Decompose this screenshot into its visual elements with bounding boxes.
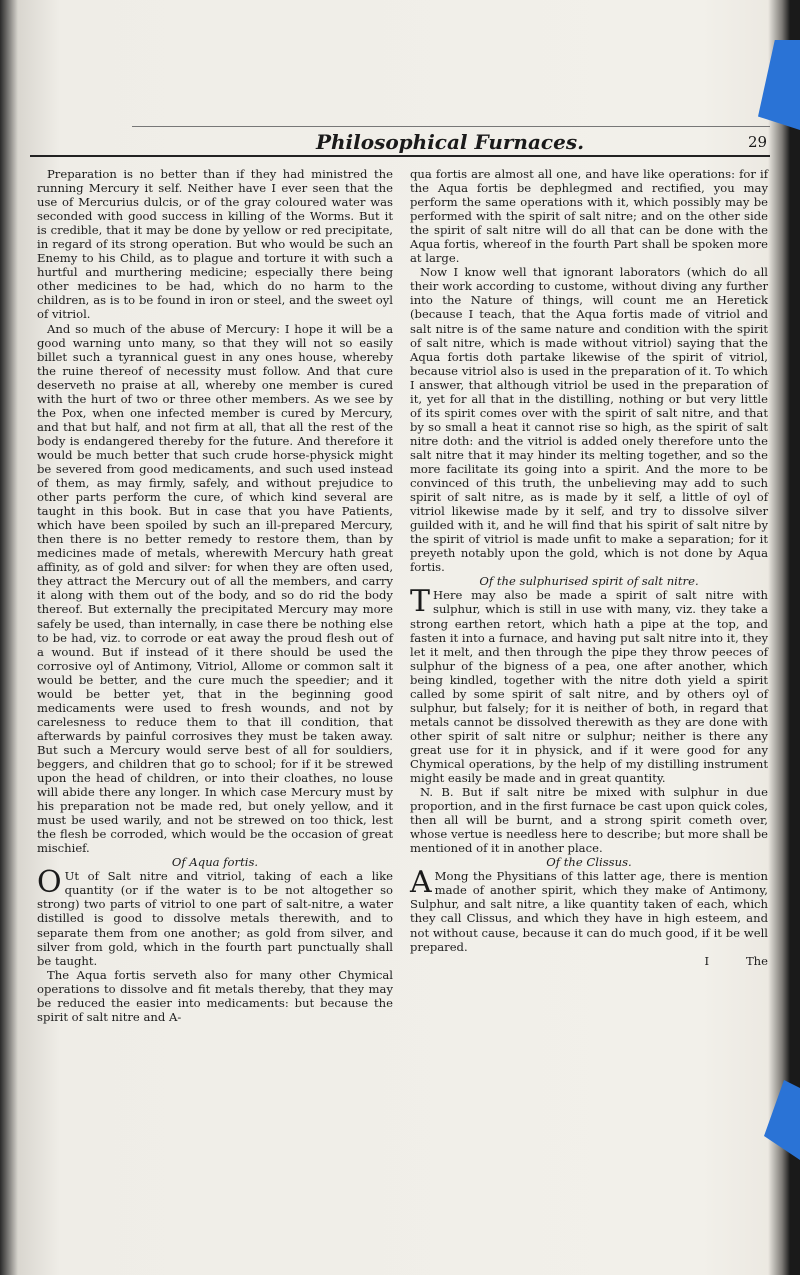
right-paragraph-4: N. B. But if salt nitre be mixed with sulphur in due proportion, and in the first furnace be cast upon quick coles, then all will be burnt, and a strong spirit cometh over, whose vertue is needless here to describe; but more shall be mentioned of it in another place. bbox=[410, 785, 768, 856]
right-paragraph-2: Now I know well that ignorant laborators (which do all their work according to custome, without diving any further into the Nature of things, will count me an Heretick (because I teach, that the Aqua fortis made of vitriol and salt nitre is of the same nature and condition with the spirit of salt nitre, which is made without vitriol) saying that the Aqua fortis doth partake likewise of the spirit of vitriol, because vitriol also is used in the preparation of it. To which I answer, that although vitriol be used in the preparation of it, yet for all that in the distilling, nothing or but very little of its spirit comes over with the spirit of salt nitre, and that by so small a heat it cannot rise so high, as the spirit of salt nitre doth: and the vitriol is added onely therefore unto the salt nitre that it may hinder its melting together, and so the more facilitate its going into a spirit. And the more to be convinced of this truth, the unbelieving may add to such spirit of salt nitre, as is made by it self, a little of oyl of vitriol likewise made by it self, and try to dissolve silver guilded with it, and he will find that his spirit of salt nitre by the spirit of vitriol is made unfit to make a separation; for it preyeth notably upon the gold, which is not done by Aqua fortis. bbox=[410, 265, 768, 575]
section-title-aqua-fortis: Of Aqua fortis. bbox=[171, 855, 259, 870]
left-paragraph-4: The Aqua fortis serveth also for many other Chymical operations to dissolve and fit metals thereby, that they may be reduced the easier into medicaments: but because the spirit of salt nitre and A- bbox=[37, 967, 393, 1024]
right-paragraph-5-text: Mong the Physitians of this latter age, there is mention made of another spirit, which they make of Antimony, Sulphur, and salt nitre, a like quantity taken of each, which they call Clissus, and which they have in high esteem, and not without cause, because it can do much good, if it be well prepared. bbox=[410, 869, 768, 954]
section-title-clissus: Of the Clissus. bbox=[546, 855, 632, 870]
catchword: The bbox=[745, 953, 768, 968]
header-rule-bottom bbox=[30, 155, 770, 157]
drop-cap-a: A bbox=[410, 865, 432, 901]
running-header: Philosophical Furnaces. bbox=[315, 130, 585, 154]
left-column bbox=[37, 167, 393, 1024]
right-paragraph-1: qua fortis are almost all one, and have like operations: for if the Aqua fortis be dephlegmed and rectified, you may perform the same operations with it, which possibly may be performed with the spirit of salt nitre; and on the other side the spirit of salt nitre will do all that can be done with the Aqua fortis, whereof in the fourth Part shall be spoken more at large. bbox=[410, 167, 768, 266]
section-title-sulphurised-spirit: Of the sulphurised spirit of salt nitre. bbox=[479, 574, 699, 589]
drop-cap-o: O bbox=[37, 865, 62, 901]
right-paragraph-5 bbox=[410, 865, 768, 954]
right-paragraph-3 bbox=[410, 584, 768, 786]
drop-cap-t: T bbox=[410, 584, 431, 620]
right-column bbox=[410, 167, 768, 968]
left-paragraph-1: Preparation is no better than if they had ministred the running Mercury it self. Neither have I ever seen that the use of Mercurius dulcis, or of the gray coloured water was seconded with good success in killing of the Worms. But it is credible, that it may be done by yellow or red precipitate, in regard of its strong operation. But who would be such an Enemy to his Child, as to plague and torture it with such a hurtful and murthering medicine; especially there being other medicines to be had, which do no harm to the children, as is to be found in iron or steel, and the sweet oyl of vitriol. bbox=[37, 167, 393, 322]
left-paragraph-2: And so much of the abuse of Mercury: I hope it will be a good warning unto many, so that they will not so easily billet such a tyrannical guest in any ones house, whereby the ruine thereof of necessity must follow. And that cure deserveth no praise at all, whereby one member is cured with the hurt of two or three other members. As we see by the Pox, when one infected member is cured by Mercury, and that but half, and not firm at all, that all the rest of the body is endangered thereby for the future. And therefore it would be much better that such crude horse-physick might be severed from good medicaments, and such used instead of them, as may firmly, safely, and without prejudice to other parts perform the cure, of which kind several are taught in this book. But in case that you have Patients, which have been spoiled by such an ill-prepared Mercury, then there is no better remedy to restore them, than by medicines made of metals, wherewith Mercury hath great affinity, as of gold and silver: for when they are often used, they attract the Mercury out of all the members, and carry it along with them out of the body, and so do rid the body thereof. But externally the precipitated Mercury may more safely be used, than internally, in case there be nothing else to be had, viz. to corrode or eat away the proud flesh out of a wound. But if instead of it there should be used the corrosive oyl of Antimony, Vitriol, Allome or common salt it would be better, and the cure much the speedier; and it would be better yet, that in the beginning good medicaments were used to fresh wounds, and not by carelesness to reduce them to that ill condition, that afterwards by painful corrosives they must be taken away. But such a Mercury would serve best of all for souldiers, beggers, and children that go to school; for if it be strewed upon the head of children, or into their cloathes, no louse will abide there any longer. In which case Mercury must by his preparation not be made red, but onely yellow, and it must be used warily, and not be strewed on too thick, lest the flesh be corroded, which would be the occasion of great mischief. bbox=[37, 321, 393, 856]
page-number: 29 bbox=[748, 133, 768, 151]
left-paragraph-3-text: Ut of Salt nitre and vitriol, taking of each a like quantity (or if the water is to be not altogether so strong) two parts of vitriol to one part of salt-nitre, a water distilled is good to dissolve metals therewith, and to separate them from one another; as gold from silver, and silver from gold, which in the fourth part punctually shall be taught. bbox=[37, 869, 393, 968]
header-rule-top bbox=[132, 126, 770, 127]
left-paragraph-3 bbox=[37, 865, 393, 968]
right-paragraph-3-text: Here may also be made a spirit of salt nitre with sulphur, which is still in use with many, viz. they take a strong earthen retort, which hath a pipe at the top, and fasten it into a furnace, and having put salt nitre into it, they let it melt, and then through the pipe they throw peeces of sulphur of the bigness of a pea, one after another, which being kindled, together with the nitre doth yield a spirit called by some spirit of salt nitre, and by others oyl of sulphur, but falsely; for it is neither of both, in regard that metals cannot be dissolved therewith as they are done with other spirit of salt nitre or sulphur; neither is there any great use for it in physick, and if it were good for any Chymical operations, by the help of my distilling instrument might easily be made and in great quantity. bbox=[410, 588, 768, 786]
signature-and-catchword bbox=[410, 954, 768, 968]
signature-mark: I bbox=[704, 953, 710, 968]
